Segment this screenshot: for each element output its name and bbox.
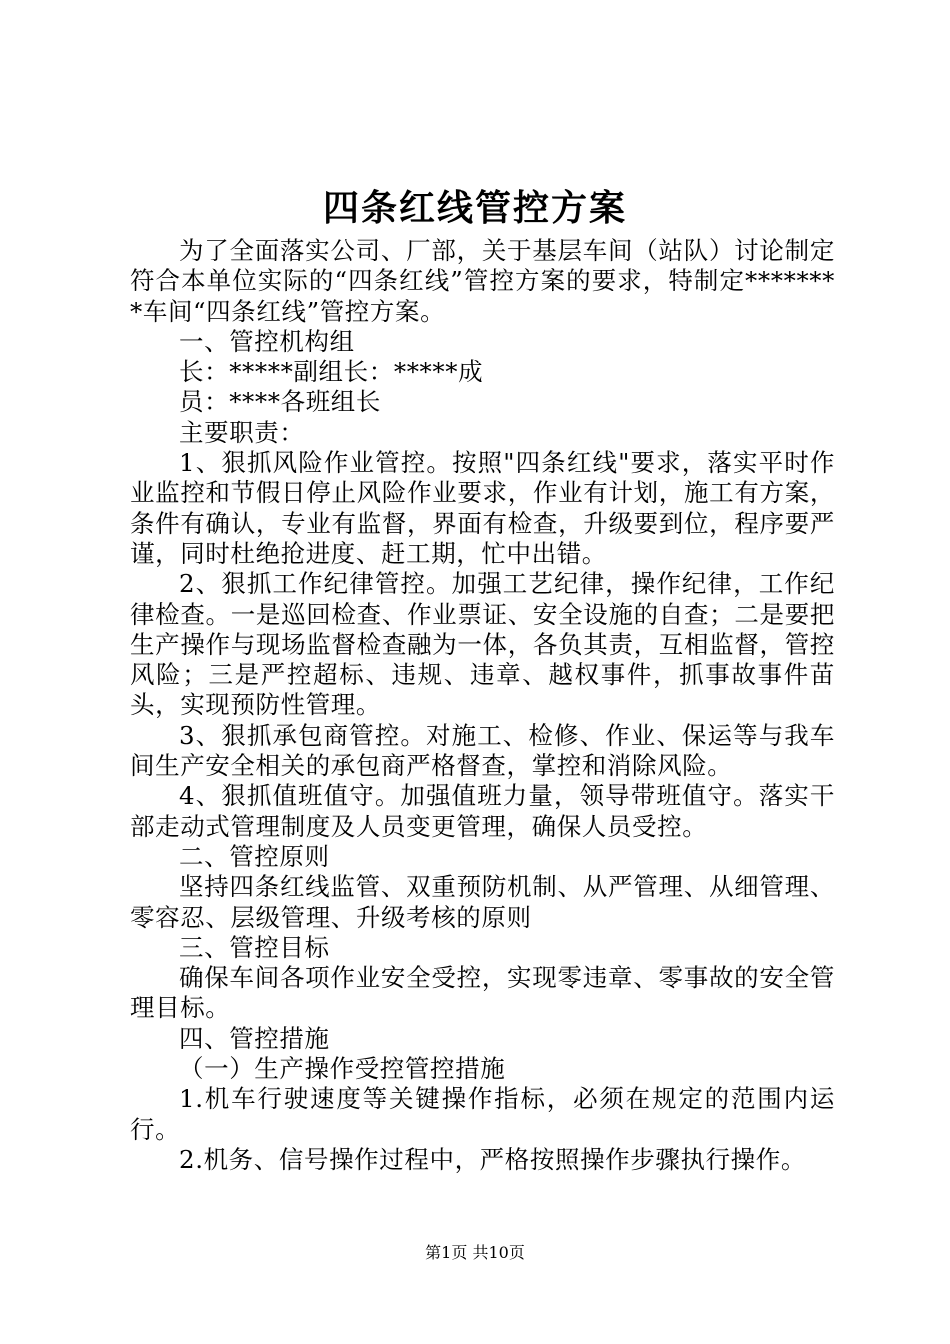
section-heading-goals: 三、管控目标 [179, 932, 330, 962]
page-total: 共10页 [472, 1243, 525, 1262]
section-heading-measures: 四、管控措施 [179, 1023, 330, 1053]
paragraph-duty-4: 4、狠抓值班值守。加强值班力量，领导带班值守。落实干部走动式管理制度及人员变更管理，确保人员受控。 [130, 781, 835, 841]
paragraph-measure-2: 2.机务、信号操作过程中，严格按照操作步骤执行操作。 [179, 1144, 806, 1174]
paragraph-duty-3: 3、狠抓承包商管控。对施工、检修、作业、保运等与我车间生产安全相关的承包商严格督查，掌控和消除风险。 [130, 720, 835, 781]
paragraph-principles: 坚持四条红线监管、双重预防机制、从严管理、从细管理、零容忍、层级管理、升级考核的原则 [130, 872, 835, 932]
section-heading-organization: 一、管控机构组 [179, 326, 355, 356]
paragraph-leader: 长：*****副组长：*****成 [179, 357, 484, 387]
paragraph-goals: 确保车间各项作业安全受控，实现零违章、零事故的安全管理目标。 [130, 963, 835, 1023]
paragraph-duties-heading: 主要职责： [179, 417, 305, 447]
subsection-heading-operation: （一）生产操作受控管控措施 [179, 1054, 506, 1084]
page-footer [0, 1243, 950, 1263]
section-heading-principles: 二、管控原则 [179, 841, 330, 871]
paragraph-measure-1: 1.机车行驶速度等关键操作指标，必须在规定的范围内运行。 [130, 1084, 835, 1144]
paragraph-duty-1: 1、狠抓风险作业管控。按照"四条红线"要求，落实平时作业监控和节假日停止风险作业要求，作业有计划，施工有方案，条件有确认，专业有监督，界面有检查，升级要到位，程序要严谨，同时杜绝抢进度、赶工期，忙中出错。 [130, 448, 835, 568]
document-body [130, 236, 835, 1175]
document-title: 四条红线管控方案 [322, 187, 627, 229]
paragraph-duty-2: 2、狠抓工作纪律管控。加强工艺纪律，操作纪律，工作纪律检查。一是巡回检查、作业票证、安全设施的自查；二是要把生产操作与现场监督检查融为一体，各负其责，互相监督，管控风险；三是严控超标、违规、违章、越权事件，抓事故事件苗头，实现预防性管理。 [130, 569, 835, 720]
paragraph-intro: 为了全面落实公司、厂部，关于基层车间（站队）讨论制定符合本单位实际的“四条红线”管控方案的要求，特制定********车间“四条红线”管控方案。 [130, 236, 835, 326]
paragraph-members: 员：****各班组长 [179, 387, 381, 417]
page-number: 第1页 [425, 1243, 468, 1262]
